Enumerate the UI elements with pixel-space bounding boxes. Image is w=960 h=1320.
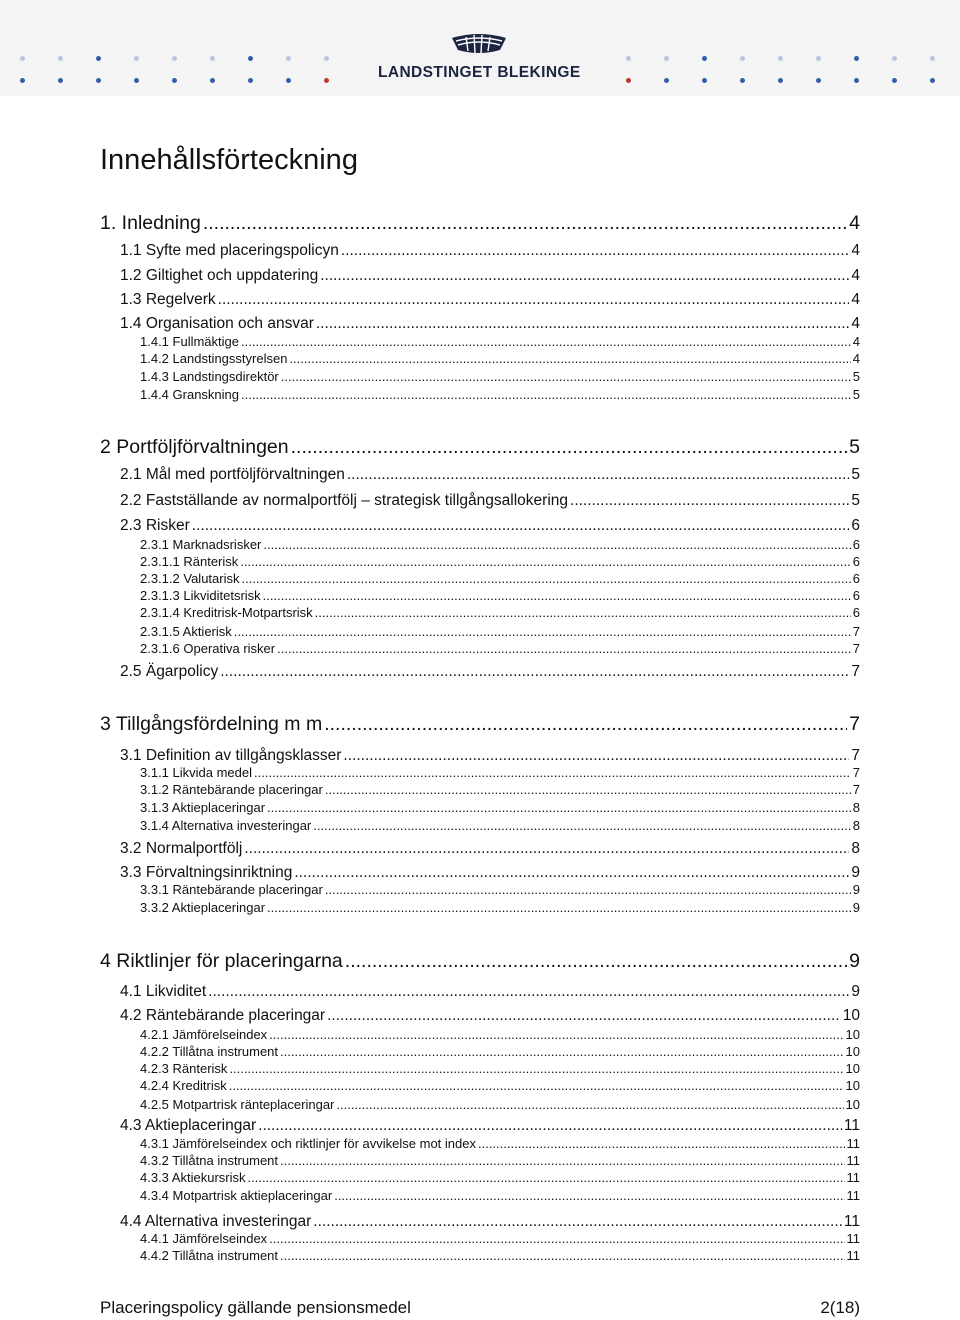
toc-entry[interactable]	[140, 571, 860, 586]
dot-leader	[220, 663, 849, 681]
dot-leader	[229, 1061, 843, 1076]
toc-entry[interactable]	[140, 334, 860, 349]
toc-entry-page: 5	[852, 387, 860, 402]
dot-leader	[229, 1078, 844, 1093]
toc-entry[interactable]	[100, 950, 860, 973]
toc-entry-page: 10	[845, 1027, 860, 1042]
dot-leader	[315, 605, 851, 620]
dot-leader	[327, 1007, 841, 1025]
toc-entry-label: 4.3.1 Jämförelseindex och riktlinjer för avvikelse mot index	[140, 1136, 476, 1151]
toc-entry-label: 2.3.1.2 Valutarisk	[140, 571, 240, 586]
toc-entry-page: 6	[852, 537, 860, 552]
toc-entry-label: 3.3.1 Räntebärande placeringar	[140, 882, 323, 897]
toc-entry[interactable]	[120, 517, 860, 535]
toc-entry-page: 5	[851, 466, 860, 483]
dot-leader	[334, 1188, 844, 1203]
toc-entry[interactable]	[140, 800, 860, 815]
toc-entry-label: 1.4.1 Fullmäktige	[140, 334, 239, 349]
dot-leader	[345, 950, 847, 973]
dot-leader	[241, 387, 851, 402]
toc-entry[interactable]	[120, 983, 860, 1001]
dot-leader	[263, 537, 850, 552]
toc-entry-label: 4.3.3 Aktiekursrisk	[140, 1170, 246, 1185]
toc-entry[interactable]	[120, 1117, 860, 1135]
toc-entry[interactable]	[140, 1097, 860, 1112]
toc-entry[interactable]	[140, 1078, 860, 1093]
toc-entry-page: 5	[851, 492, 860, 509]
toc-entry[interactable]	[140, 1061, 860, 1076]
dot-leader	[289, 351, 850, 366]
dot-leader	[280, 1044, 844, 1059]
dot-leader	[281, 369, 851, 384]
toc-entry-label: 2.3.1.4 Kreditrisk-Motpartsrisk	[140, 605, 313, 620]
dot-leader	[241, 571, 850, 586]
toc-entry-page: 4	[849, 212, 860, 234]
toc-entry-page: 6	[852, 605, 860, 620]
toc-entry-page: 11	[846, 1231, 860, 1246]
toc-entry[interactable]	[120, 747, 860, 765]
dot-leader	[343, 747, 849, 765]
toc-entry-page: 9	[852, 900, 860, 915]
toc-entry-page: 4	[851, 315, 860, 332]
toc-entry[interactable]	[140, 882, 860, 897]
toc-entry-label: 3.2 Normalportfölj	[120, 840, 243, 857]
dot-leader	[234, 624, 851, 639]
toc-entry-page: 9	[849, 950, 860, 972]
toc-entry-page: 11	[843, 1117, 860, 1134]
toc-entry-page: 7	[852, 641, 860, 656]
toc-entry[interactable]	[140, 588, 860, 603]
dot-leader	[192, 517, 850, 535]
footer-document-title: Placeringspolicy gällande pensionsmedel	[100, 1298, 411, 1317]
dot-leader	[570, 492, 849, 510]
toc-entry-page: 11	[846, 1248, 860, 1263]
dot-leader	[241, 334, 851, 349]
dot-leader	[324, 713, 847, 736]
dot-leader	[478, 1136, 845, 1151]
page-footer	[100, 1298, 860, 1318]
dot-leader	[277, 641, 851, 656]
toc-entry-label: 4 Riktlinjer för placeringarna	[100, 950, 343, 972]
toc-entry-page: 4	[851, 242, 860, 259]
toc-entry-label: 3.1.4 Alternativa investeringar	[140, 818, 312, 833]
toc-entry-label: 1.4.3 Landstingsdirektör	[140, 369, 279, 384]
toc-entry-page: 7	[852, 624, 860, 639]
toc-entry-label: 2.1 Mål med portföljförvaltningen	[120, 466, 345, 483]
toc-entry-label: 3 Tillgångsfördelning m m	[100, 713, 323, 735]
toc-entry-page: 8	[852, 818, 860, 833]
toc-entry-page: 4	[852, 351, 860, 366]
toc-entry[interactable]	[140, 1153, 860, 1168]
toc-entry[interactable]	[140, 765, 860, 780]
toc-entry[interactable]	[140, 605, 860, 620]
dot-leader	[203, 212, 847, 235]
toc-entry[interactable]	[140, 641, 860, 656]
toc-entry-label: 3.1.1 Likvida medel	[140, 765, 253, 780]
footer-page-number: 2(18)	[820, 1298, 860, 1317]
toc-entry-label: 3.1.2 Räntebärande placeringar	[140, 782, 323, 797]
toc-entry[interactable]	[140, 554, 860, 569]
dot-leader	[341, 242, 850, 260]
toc-entry[interactable]	[120, 1007, 860, 1025]
toc-entry-label: 4.2.1 Jämförelseindex	[140, 1027, 268, 1042]
toc-entry[interactable]	[140, 537, 860, 552]
toc-entry[interactable]	[140, 369, 860, 384]
toc-entry-label: 2.3 Risker	[120, 517, 190, 534]
toc-entry[interactable]	[140, 387, 860, 402]
toc-entry-label: 1.3 Regelverk	[120, 291, 216, 308]
toc-entry-label: 3.3 Förvaltningsinriktning	[120, 864, 293, 881]
toc-entry[interactable]	[120, 840, 860, 858]
dot-leader	[244, 840, 849, 858]
toc-entry[interactable]	[140, 782, 860, 797]
dot-leader	[258, 1117, 842, 1135]
toc-entry[interactable]	[140, 1027, 860, 1042]
toc-entry-page: 11	[846, 1153, 860, 1168]
toc-entry-page: 11	[846, 1136, 860, 1151]
toc-entry-label: 4.3.4 Motpartrisk aktieplaceringar	[140, 1188, 333, 1203]
toc-entry-label: 4.4 Alternativa investeringar	[120, 1213, 312, 1230]
toc-entry[interactable]	[140, 900, 860, 915]
toc-entry-page: 6	[852, 588, 860, 603]
toc-entry[interactable]	[120, 466, 860, 484]
logo-text: LANDSTINGET BLEKINGE	[378, 64, 581, 81]
dot-leader	[267, 900, 851, 915]
dot-leader	[208, 983, 849, 1001]
toc-entry[interactable]	[120, 1213, 860, 1231]
dot-leader	[325, 782, 851, 797]
dot-leader	[291, 436, 848, 459]
toc-entry-page: 11	[846, 1188, 860, 1203]
toc-entry-page: 4	[852, 334, 860, 349]
toc-entry-label: 4.2 Räntebärande placeringar	[120, 1007, 326, 1024]
toc-entry-label: 2.3.1.5 Aktierisk	[140, 624, 232, 639]
toc-entry[interactable]	[120, 492, 860, 510]
toc-entry[interactable]	[120, 242, 860, 260]
toc-entry-label: 1.4 Organisation och ansvar	[120, 315, 314, 332]
toc-entry-page: 8	[852, 800, 860, 815]
toc-entry-label: 4.4.1 Jämförelseindex	[140, 1231, 268, 1246]
dot-leader	[263, 588, 851, 603]
toc-entry-label: 3.1.3 Aktieplaceringar	[140, 800, 266, 815]
dot-leader	[269, 1231, 844, 1246]
toc-entry-page: 6	[851, 517, 860, 534]
toc-entry-page: 5	[852, 369, 860, 384]
dot-leader	[313, 818, 850, 833]
toc-entry-label: 2.3.1.6 Operativa risker	[140, 641, 276, 656]
toc-entry-page: 10	[845, 1061, 860, 1076]
toc-entry-page: 8	[851, 840, 860, 857]
dot-leader	[280, 1153, 844, 1168]
toc-entry-label: 4.2.4 Kreditrisk	[140, 1078, 227, 1093]
toc-entry-page: 5	[849, 436, 860, 458]
toc-entry-label: 2 Portföljförvaltningen	[100, 436, 289, 458]
dot-leader	[336, 1097, 843, 1112]
dot-leader	[218, 291, 850, 309]
toc-entry-label: 2.3.1.1 Ränterisk	[140, 554, 239, 569]
toc-entry-page: 7	[852, 782, 860, 797]
toc-entry[interactable]	[140, 1188, 860, 1203]
toc-entry-page: 9	[851, 864, 860, 881]
toc-entry-label: 4.2.3 Ränterisk	[140, 1061, 228, 1076]
toc-entry-label: 4.3 Aktieplaceringar	[120, 1117, 257, 1134]
toc-entry-page: 7	[852, 765, 860, 780]
toc-entry-page: 7	[851, 747, 860, 764]
dot-leader	[313, 1213, 842, 1231]
toc-entry-label: 1. Inledning	[100, 212, 201, 234]
dot-leader	[269, 1027, 843, 1042]
toc-entry[interactable]	[140, 818, 860, 833]
dot-leader	[294, 864, 849, 882]
dot-leader	[325, 882, 851, 897]
toc-entry[interactable]	[140, 1248, 860, 1263]
toc-entry-page: 11	[846, 1170, 860, 1185]
toc-entry[interactable]	[120, 267, 860, 285]
toc-entry[interactable]	[140, 1231, 860, 1246]
toc-entry-label: 1.4.2 Landstingsstyrelsen	[140, 351, 288, 366]
dot-leader	[240, 554, 850, 569]
toc-entry-page: 10	[842, 1007, 860, 1024]
toc-entry-label: 2.2 Fastställande av normalportfölj – strategisk tillgångsallokering	[120, 492, 569, 509]
dot-leader	[347, 466, 850, 484]
toc-entry-page: 10	[845, 1097, 860, 1112]
toc-entry[interactable]	[100, 212, 860, 235]
toc-entry[interactable]	[120, 315, 860, 333]
dot-leader	[316, 315, 850, 333]
toc-entry-page: 11	[843, 1213, 860, 1230]
toc-entry-page: 4	[851, 291, 860, 308]
toc-entry[interactable]	[140, 351, 860, 366]
toc-entry[interactable]	[140, 1170, 860, 1185]
toc-entry-page: 4	[851, 267, 860, 284]
page-title: Innehållsförteckning	[100, 144, 358, 176]
toc-entry[interactable]	[140, 1044, 860, 1059]
toc-entry-label: 4.4.2 Tillåtna instrument	[140, 1248, 279, 1263]
toc-entry-label: 4.2.2 Tillåtna instrument	[140, 1044, 279, 1059]
toc-entry-label: 2.5 Ägarpolicy	[120, 663, 219, 680]
toc-entry-page: 7	[849, 713, 860, 735]
toc-entry[interactable]	[100, 713, 860, 736]
toc-entry-page: 7	[851, 663, 860, 680]
toc-entry-label: 1.2 Giltighet och uppdatering	[120, 267, 319, 284]
dot-leader	[267, 800, 851, 815]
toc-entry-page: 10	[845, 1078, 860, 1093]
toc-entry-label: 3.1 Definition av tillgångsklasser	[120, 747, 342, 764]
dot-leader	[320, 267, 849, 285]
toc-entry-label: 1.1 Syfte med placeringspolicyn	[120, 242, 339, 259]
toc-entry-label: 2.3.1.3 Likviditetsrisk	[140, 588, 261, 603]
dot-leader	[280, 1248, 844, 1263]
toc-entry[interactable]	[140, 624, 860, 639]
dot-leader	[248, 1170, 845, 1185]
toc-entry-page: 6	[852, 571, 860, 586]
toc-entry[interactable]	[120, 291, 860, 309]
toc-entry-page: 6	[852, 554, 860, 569]
toc-entry-label: 1.4.4 Granskning	[140, 387, 240, 402]
toc-entry[interactable]	[140, 1136, 860, 1151]
toc-entry-label: 3.3.2 Aktieplaceringar	[140, 900, 266, 915]
toc-entry-page: 9	[851, 983, 860, 1000]
toc-entry-label: 4.3.2 Tillåtna instrument	[140, 1153, 279, 1168]
toc-entry-label: 4.2.5 Motpartrisk ränteplaceringar	[140, 1097, 335, 1112]
toc-entry[interactable]	[100, 436, 860, 459]
toc-entry-page: 10	[845, 1044, 860, 1059]
toc-entry-page: 9	[852, 882, 860, 897]
dot-leader	[254, 765, 851, 780]
toc-entry-label: 2.3.1 Marknadsrisker	[140, 537, 262, 552]
toc-entry-label: 4.1 Likviditet	[120, 983, 207, 1000]
toc-entry[interactable]	[120, 864, 860, 882]
toc-entry[interactable]	[120, 663, 860, 681]
